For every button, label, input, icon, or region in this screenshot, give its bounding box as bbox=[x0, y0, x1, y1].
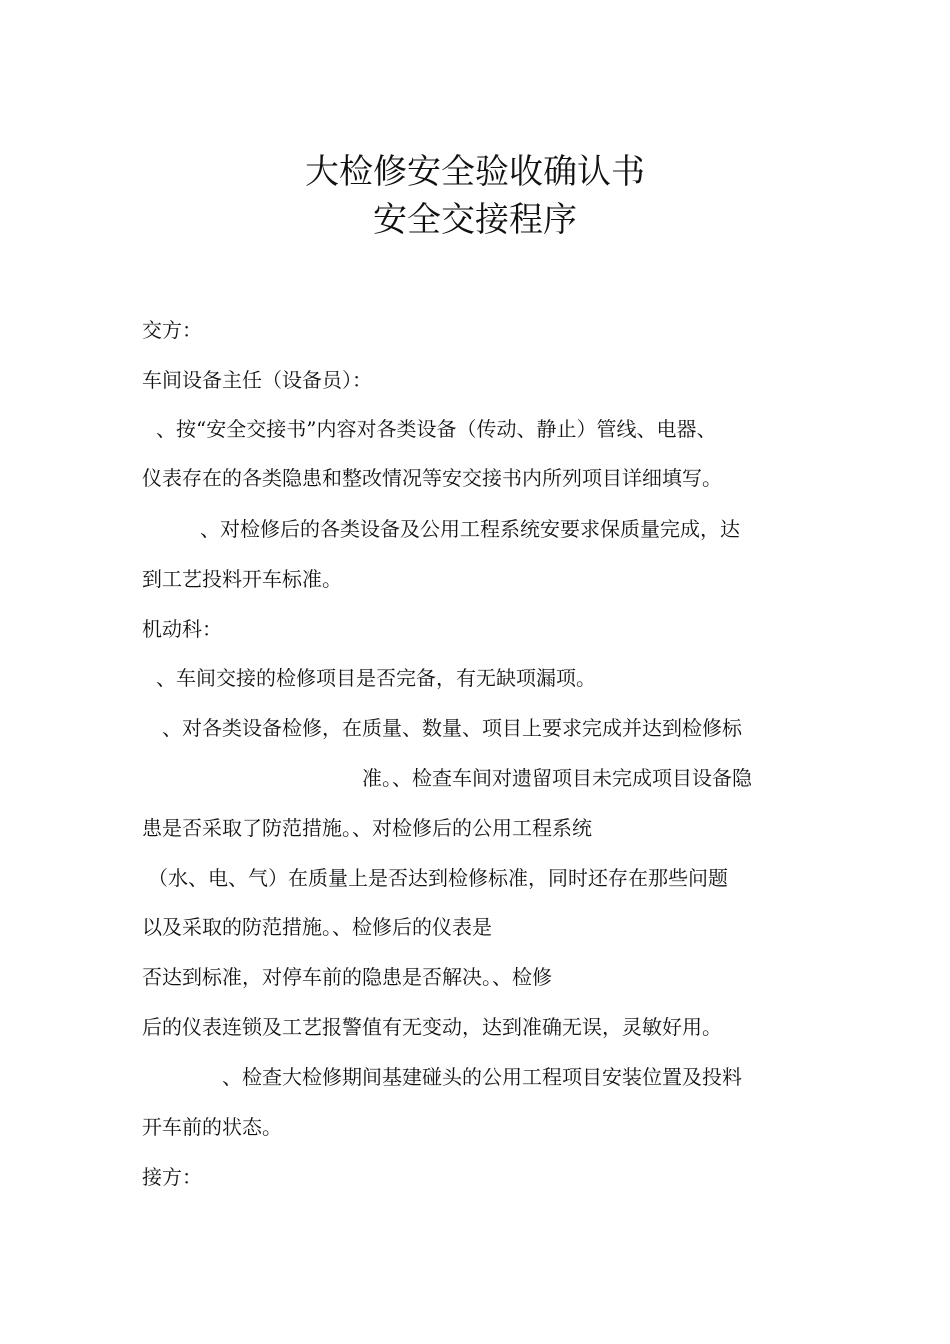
paragraph-line: 、按“安全交接书”内容对各类设备（传动、静止）管线、电器、 bbox=[156, 417, 717, 441]
paragraph-line: 准。、检查车间对遗留项目未完成项目设备隐 bbox=[362, 766, 752, 790]
section-heading-mechanical: 机动科： bbox=[142, 617, 222, 641]
document-title: 大检修安全验收确认书 bbox=[305, 152, 645, 192]
paragraph-line: 仪表存在的各类隐患和整改情况等安交接书内所列项目详细填写。 bbox=[142, 466, 722, 490]
paragraph-line: 到工艺投料开车标准。 bbox=[142, 567, 342, 591]
paragraph-line: 、车间交接的检修项目是否完备，有无缺项漏项。 bbox=[156, 666, 596, 690]
paragraph-line: 、对各类设备检修，在质量、数量、项目上要求完成并达到检修标 bbox=[162, 716, 742, 740]
document-subtitle: 安全交接程序 bbox=[373, 200, 577, 240]
role-heading-workshop: 车间设备主任（设备员）： bbox=[142, 368, 372, 392]
paragraph-line: 后的仪表连锁及工艺报警值有无变动，达到准确无误，灵敏好用。 bbox=[142, 1015, 722, 1039]
paragraph-line: 开车前的状态。 bbox=[142, 1115, 282, 1139]
paragraph-line: 、对检修后的各类设备及公用工程系统安要求保质量完成，达 bbox=[200, 517, 740, 541]
section-heading-handover: 交方： bbox=[142, 318, 202, 342]
paragraph-line: 、检查大检修期间基建碰头的公用工程项目安装位置及投料 bbox=[222, 1065, 742, 1089]
section-heading-receiver: 接方： bbox=[142, 1165, 202, 1189]
paragraph-line: 否达到标准，对停车前的隐患是否解决。、检修 bbox=[142, 965, 552, 989]
paragraph-line: 以及采取的防范措施。、检修后的仪表是 bbox=[142, 915, 492, 939]
paragraph-line: （水、电、气）在质量上是否达到检修标准，同时还存在那些问题 bbox=[148, 866, 728, 890]
paragraph-line: 患是否采取了防范措施。、对检修后的公用工程系统 bbox=[142, 816, 592, 840]
